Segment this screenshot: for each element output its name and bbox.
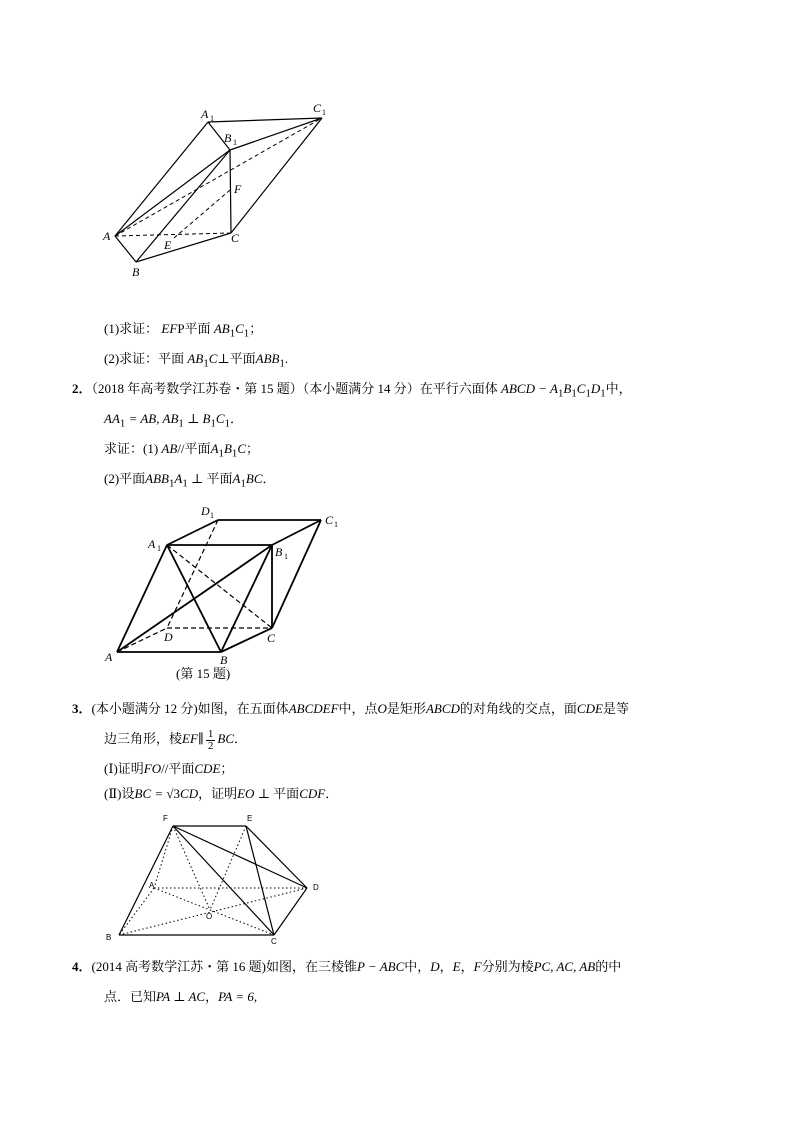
p2-prove-2: (2)平面$ABB_1A_1$ ⊥ 平面$A_1BC$． — [104, 471, 276, 490]
label-b1: B — [224, 131, 232, 145]
label-d: D — [313, 883, 319, 892]
figure-parallelepiped-svg — [100, 500, 360, 690]
label-a1-sub: 1 — [157, 544, 161, 553]
figure-prism-1-svg — [100, 95, 340, 285]
label-d: D — [164, 630, 173, 644]
label-c: C — [271, 937, 277, 946]
p4-statement-line-2: 点．已知PA ⊥ AC，PA = 6, — [104, 989, 258, 1004]
figure-caption: (第 15 题) — [176, 666, 231, 681]
label-b1: B — [275, 545, 283, 559]
label-d1: D — [201, 504, 210, 518]
label-c1: C — [313, 101, 322, 115]
label-f: F — [234, 182, 242, 196]
label-a: A — [103, 229, 111, 243]
p4-statement: 4．(2014 高考数学江苏・第 16 题)如图，在三棱锥P − ABC中，D，E，F分别为棱PC, AC, AB的中 — [72, 959, 622, 974]
label-b: B — [106, 933, 112, 942]
label-o: O — [206, 912, 213, 921]
p1-question-1: (1)求证： EFP平面 $AB_1C_1$； — [104, 321, 263, 340]
figure-parallelepiped — [100, 500, 360, 690]
label-a: A — [149, 881, 155, 890]
p2-condition: $AA_1$ = AB, $AB_1$ ⊥ $B_1C_1$． — [104, 411, 244, 430]
label-c: C — [267, 631, 276, 645]
p2-statement: 2．（2018 年高考数学江苏卷・第 15 题）（本小题满分 14 分）在平行六面体 ABCD − $A_1B_1C_1D_1$中， — [72, 381, 632, 400]
p3-statement: 3．(本小题满分 12 分)如图，在五面体ABCDEF中，点O是矩形ABCD的对角线的交点，面CDE是等 — [72, 701, 629, 716]
label-a1: A — [148, 537, 156, 551]
label-c1-sub: 1 — [322, 108, 326, 117]
label-c: C — [231, 231, 240, 245]
label-a1-sub: 1 — [210, 114, 214, 123]
p1-question-2: (2)求证：平面 $AB_1C\perp$平面$ABB_1$. — [104, 351, 289, 370]
label-c1: C — [325, 513, 334, 527]
label-c1-sub: 1 — [334, 520, 338, 529]
label-a: A — [105, 650, 113, 664]
figure-prism-1 — [100, 95, 340, 285]
fraction-one-half: $\frac{1}{2}$ — [207, 727, 214, 752]
label-b1-sub: 1 — [233, 138, 237, 147]
label-b1-sub: 1 — [284, 552, 288, 561]
p3-question-1: (Ⅰ)证明FO//平面CDE； — [104, 761, 234, 776]
p3-statement-line-2: 边三角形，棱EF∥ $\frac{1}{2}$ BC． — [104, 727, 248, 752]
figure-pentahedron-svg — [100, 808, 340, 948]
label-b: B — [220, 653, 228, 667]
p3-question-2: (Ⅱ)设BC = √3CD，证明EO ⊥ 平面CDF． — [104, 786, 339, 801]
label-e: E — [247, 814, 253, 823]
figure-pentahedron — [100, 808, 340, 948]
label-d1-sub: 1 — [210, 511, 214, 520]
label-e: E — [164, 238, 172, 252]
p2-prove-1: 求证：(1) AB//平面$A_1B_1C$； — [104, 441, 259, 460]
label-f: F — [163, 814, 168, 823]
label-a1: A — [201, 107, 209, 121]
label-b: B — [132, 265, 140, 279]
